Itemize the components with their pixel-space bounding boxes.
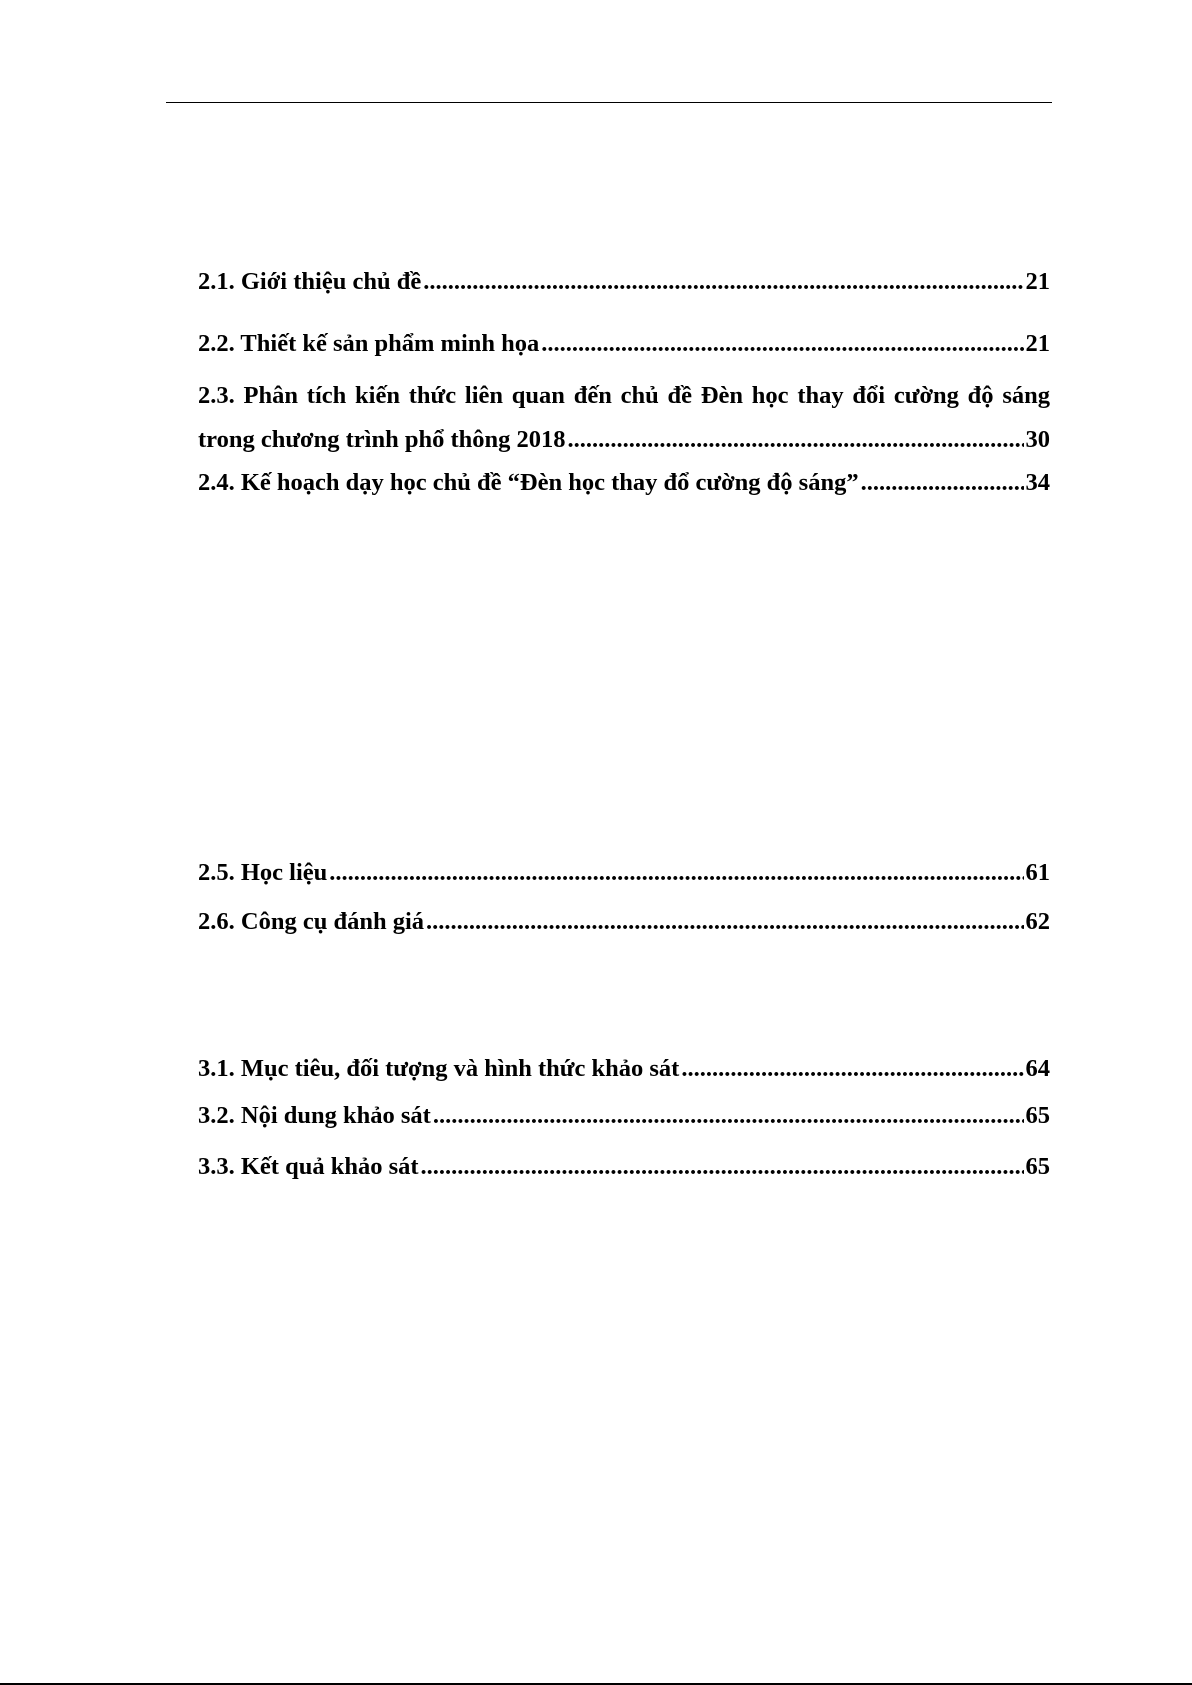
toc-entry-title: 2.6. Công cụ đánh giá xyxy=(198,908,425,935)
toc-entry-3-1[interactable] xyxy=(198,1047,1050,1091)
dot-leader xyxy=(329,851,1023,895)
dot-leader xyxy=(681,1047,1023,1091)
toc-entry-page: 30 xyxy=(1025,426,1050,453)
toc-entry-2-2[interactable] xyxy=(198,322,1050,366)
toc-entry-2-1[interactable] xyxy=(198,260,1050,304)
dot-leader xyxy=(433,1094,1024,1138)
toc-entry-title-line1: 2.3. Phân tích kiến thức liên quan đến chủ đề Đèn học thay đổi cường độ sáng xyxy=(198,382,1050,409)
toc-entry-page: 64 xyxy=(1025,1055,1050,1082)
dot-leader xyxy=(541,322,1023,366)
toc-entry-page: 34 xyxy=(1025,469,1050,496)
toc-entry-page: 21 xyxy=(1025,330,1050,357)
dot-leader xyxy=(423,260,1023,304)
toc-entry-page: 61 xyxy=(1025,859,1050,886)
toc-entry-title: 3.1. Mục tiêu, đối tượng và hình thức khảo sát xyxy=(198,1055,680,1082)
toc-entry-page: 62 xyxy=(1025,908,1050,935)
dot-leader xyxy=(426,900,1023,944)
toc-entry-3-3[interactable] xyxy=(198,1145,1050,1189)
toc-entry-title: 2.2. Thiết kế sản phẩm minh họa xyxy=(198,330,540,357)
toc-entry-title: 3.3. Kết quả khảo sát xyxy=(198,1153,419,1180)
toc-entry-2-4[interactable] xyxy=(198,461,1050,505)
dot-leader xyxy=(421,1145,1024,1189)
toc-entry-2-6[interactable] xyxy=(198,900,1050,944)
toc-entry-page: 65 xyxy=(1025,1102,1050,1129)
header-divider xyxy=(166,102,1052,103)
toc-entry-2-5[interactable] xyxy=(198,851,1050,895)
toc-entry-title: 2.1. Giới thiệu chủ đề xyxy=(198,268,422,295)
toc-entry-title: 3.2. Nội dung khảo sát xyxy=(198,1102,431,1129)
toc-entry-page: 65 xyxy=(1025,1153,1050,1180)
dot-leader xyxy=(861,461,1024,505)
toc-entry-title-line2: trong chương trình phổ thông 2018 xyxy=(198,426,566,453)
toc-entry-title: 2.4. Kế hoạch dạy học chủ đề “Đèn học thay đổ cường độ sáng” xyxy=(198,469,859,496)
toc-entry-page: 21 xyxy=(1025,268,1050,295)
toc-entry-2-3[interactable] xyxy=(198,374,1050,462)
toc-entry-3-2[interactable] xyxy=(198,1094,1050,1138)
toc-entry-title: 2.5. Học liệu xyxy=(198,859,328,886)
dot-leader xyxy=(568,418,1024,462)
